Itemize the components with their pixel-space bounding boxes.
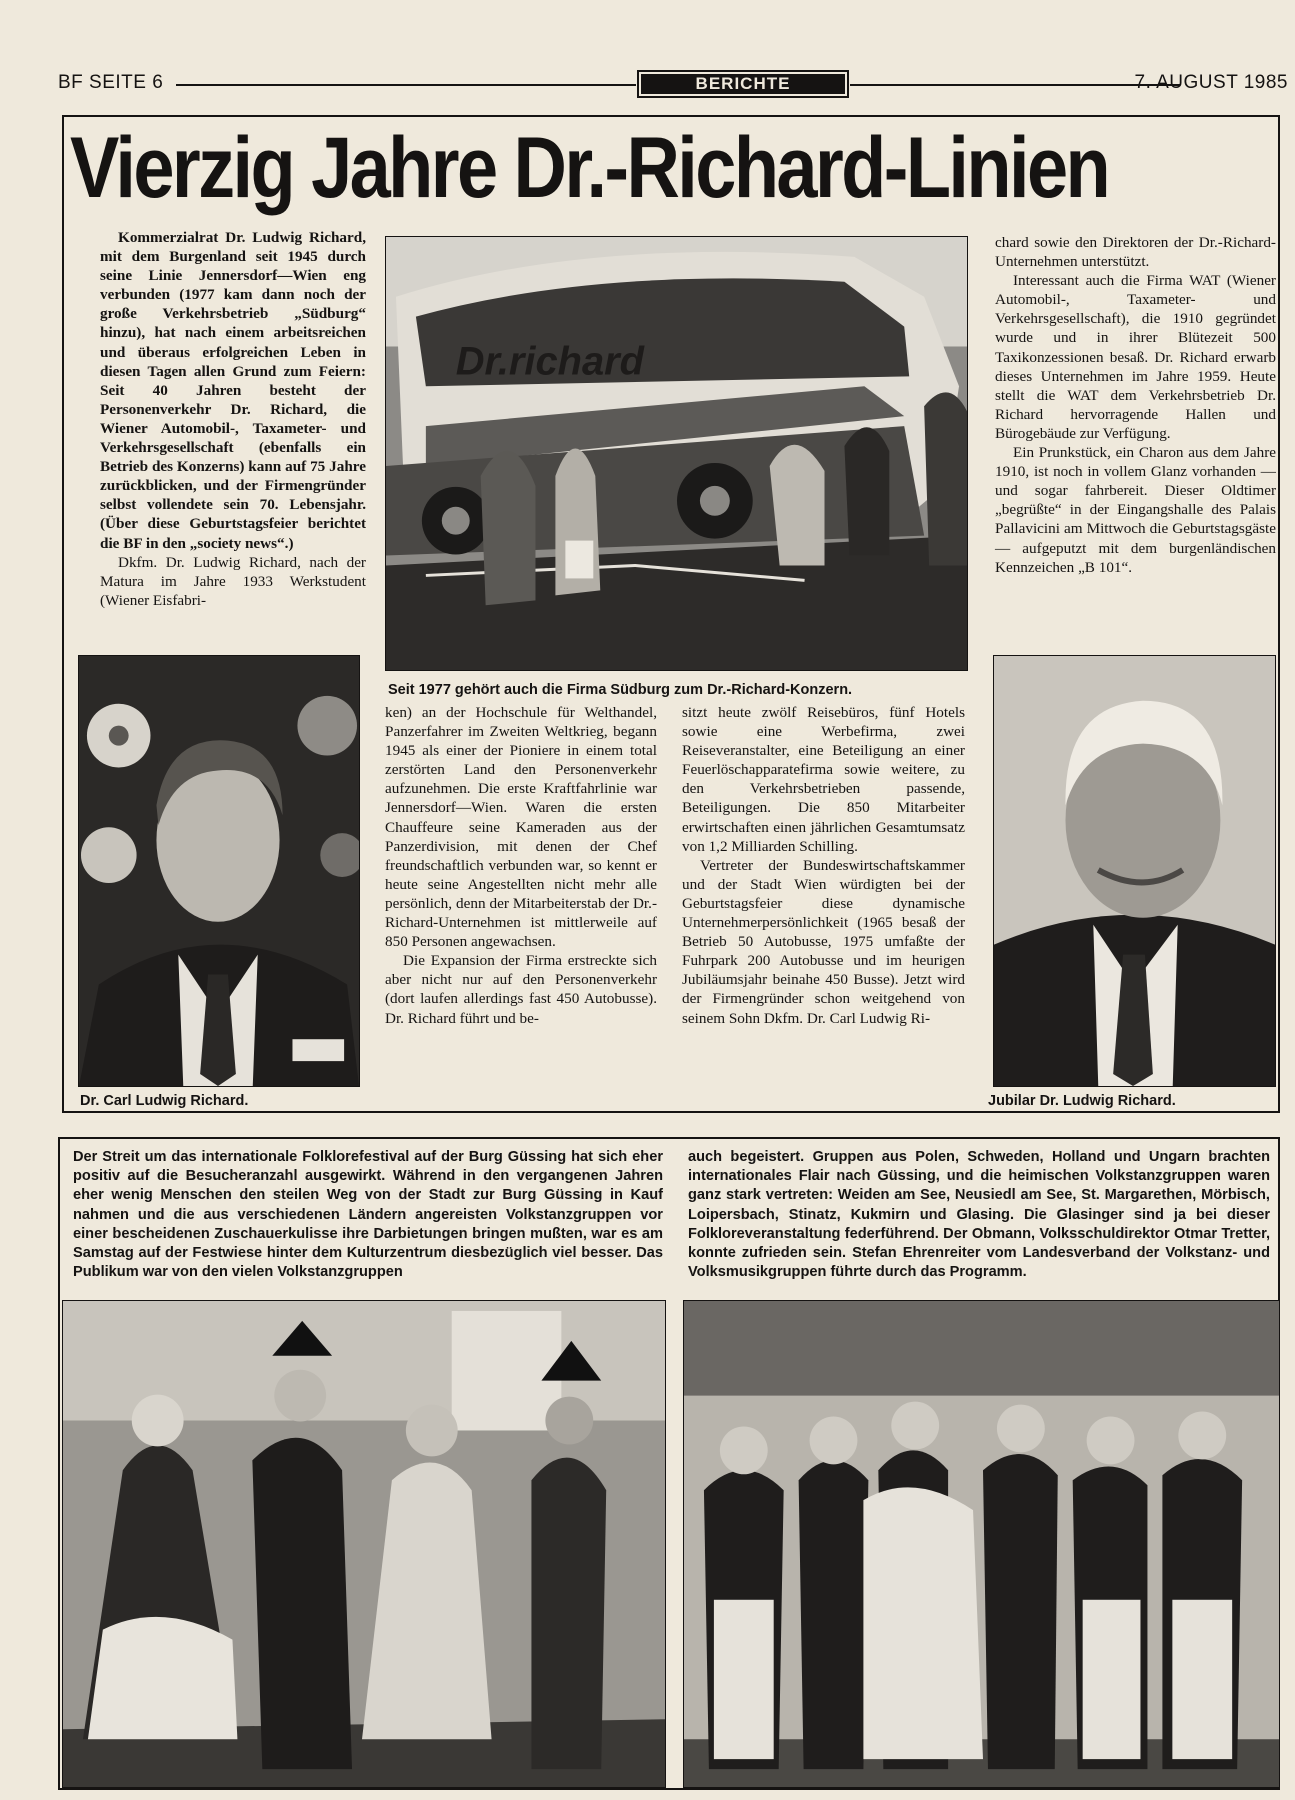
lead-paragraph: Kommerzialrat Dr. Ludwig Richard, mit dem Burgenland seit 1945 durch seine Linie Jennersdorf—Wien eng verbunden (1977 kam dann noch der große Verkehrsbetrieb „Südburg“ hinzu), hat nach einem arbeitsreichen und überaus erfolgreichen Leben in diesen Tagen allen Grund zum Feiern: Seit 40 Jahren besteht der Personenverkehr Dr. Richard, die Wiener Automobil-, Taxameter- und Verkehrsgesellschaft (ebenfalls ein Betrieb des Konzerns) kann auf 75 Jahre zurückblicken, und der Firmengründer selbst vollendete sein 70. Lebensjahr. (Über diese Geburtstagsfeier berichtet die BF in den „society news“.) (100, 229, 366, 552)
paragraph: ken) an der Hochschule für Welthandel, Panzerfahrer im Zweiten Weltkrieg, begann 1945 als einer der Pioniere in einem total zerstörten Land den Personenverkehr aufzunehmen. Die erste Kraftfahrlinie war Jennersdorf—Wien. Waren die ersten Chauffeure seine Kameraden aus der Panzerdivision, mit denen der Chef freundschaftlich verbunden war, so kennt er heute seine Angestellten nicht mehr alle persönlich, denn der Mitarbeiterstab der Dr.-Richard-Unternehmen ist mittlerweile auf 850 Personen angewachsen. (385, 704, 657, 951)
paragraph: Interessant auch die Firma WAT (Wiener Automobil-, Taxameter- und Verkehrsgesellschaft), die 1910 gegründet wurde und in ihrer Blütezeit 500 Taxikonzessionen besaß. Dr. Richard erwarb dieses Unternehmen im Jahre 1959. Heute stellt die WAT dem Verkehrsbetrieb Dr. Richard hervorragende Hallen und Bürogebäude zur Verfügung. (995, 272, 1276, 442)
paragraph: Ein Prunkstück, ein Charon aus dem Jahre 1910, ist noch in vollem Glanz vorhanden — und sogar fahrbereit. Dieser Oldtimer „begrüßte“ in der Eingangshalle des Palais Pallavicini am Mittwoch die Geburtstagsgäste — aufgeputzt mit dem burgenländischen Kennzeichen „B 101“. (995, 444, 1276, 576)
header-rule-right (850, 84, 1180, 86)
bus-photo (385, 236, 968, 671)
portrait-carl-ludwig-richard (78, 655, 360, 1087)
bus-lettering: Dr.richard (455, 339, 645, 384)
paragraph: Vertreter der Bundeswirtschaftskammer und der Stadt Wien würdigten bei der Geburtstagsfeier diese dynamische Unternehmerpersönlichkeit (1965 besaß der Betrieb 50 Autobusse, 1975 umfaßte der Fuhrpark 200 Autobusse und im heurigen Jubiläumsjahr beinahe 450 Busse). Jetzt wird der Firmengründer schon weitgehend von seinem Sohn Dkfm. Dr. Carl Ludwig Ri- (682, 856, 965, 1027)
bus-image (386, 237, 967, 670)
column-3 (682, 703, 965, 1028)
header-rule-left (176, 84, 636, 86)
folklore-text-right: auch begeistert. Gruppen aus Polen, Schweden, Holland und Ungarn brachten internationales Flair nach Güssing, und die heimischen Volkstanzgruppen waren ganz stark vertreten: Weiden am See, Neusiedl am See, St. Margarethen, Mörbisch, Loipersbach, Stinatz, Kukmirn und Glasing. Die Glasinger sind ja bei dieser Folkloreveranstaltung federführend. Der Obmann, Volksschuldirektor Otmar Tretter, konnte zufrieden sein. Stefan Ehrenreiter vom Landesverband der Volkstanz- und Volksmusikgruppen führte durch das Programm. (688, 1149, 1270, 1281)
column-2 (385, 703, 657, 1028)
paragraph: Die Expansion der Firma erstreckte sich aber nicht nur auf den Personenverkehr (dort laufen allerdings fast 450 Autobusse). Dr. Richard führt und be- (385, 952, 657, 1027)
folklore-photo-left (62, 1300, 666, 1788)
page-number: BF SEITE 6 (58, 72, 164, 93)
left-portrait-caption: Dr. Carl Ludwig Richard. (80, 1093, 249, 1109)
portrait-image (994, 656, 1275, 1086)
column-4 (995, 233, 1276, 577)
dancers-group-image (684, 1301, 1279, 1787)
column-1 (100, 228, 366, 610)
paragraph: sitzt heute zwölf Reisebüros, fünf Hotels sowie eine Werbefirma, zwei Reiseveranstalter, eine Beteiligung an einer Feuerlöschapparatefirma sowie weitere, zu den Verkehrsbetrieben passende, Beteiligungen. Die 850 Mitarbeiter erwirtschaften einen jährlichen Gesamtumsatz von 1,2 Milliarden Schilling. (682, 704, 965, 855)
right-portrait-caption: Jubilar Dr. Ludwig Richard. (988, 1093, 1176, 1109)
headline: Vierzig Jahre Dr.-Richard-Linien (70, 120, 1109, 216)
portrait-ludwig-richard (993, 655, 1276, 1087)
bus-caption: Seit 1977 gehört auch die Firma Südburg zum Dr.-Richard-Konzern. (388, 682, 853, 698)
issue-date: 7. AUGUST 1985 (1134, 72, 1288, 93)
dancers-image (63, 1301, 665, 1787)
section-label: BERICHTE (637, 70, 849, 98)
page-header (58, 70, 1288, 96)
folklore-photo-right (683, 1300, 1280, 1788)
paragraph: Dkfm. Dr. Ludwig Richard, nach der Matura im Jahre 1933 Werkstudent (Wiener Eisfabri- (100, 553, 366, 609)
paragraph: chard sowie den Direktoren der Dr.-Richard-Unternehmen unterstützt. (995, 234, 1276, 271)
portrait-image (79, 656, 359, 1086)
folklore-text-left: Der Streit um das internationale Folklorefestival auf der Burg Güssing hat sich eher positiv auf die Besucheranzahl ausgewirkt. Während in den vergangenen Jahren eher wenig Menschen den steilen Weg von der Stadt zur Burg Güssing in Kauf nahmen und die aus verschiedenen Ländern angereisten Volkstanzgruppen vor einer bescheidenen Zuschauerkulisse ihre Darbietungen bringen mußten, war es am Samstag auf der Festwiese hinter dem Kulturzentrum diesbezüglich viel besser. Das Publikum war von den vielen Volkstanzgruppen (73, 1149, 663, 1281)
